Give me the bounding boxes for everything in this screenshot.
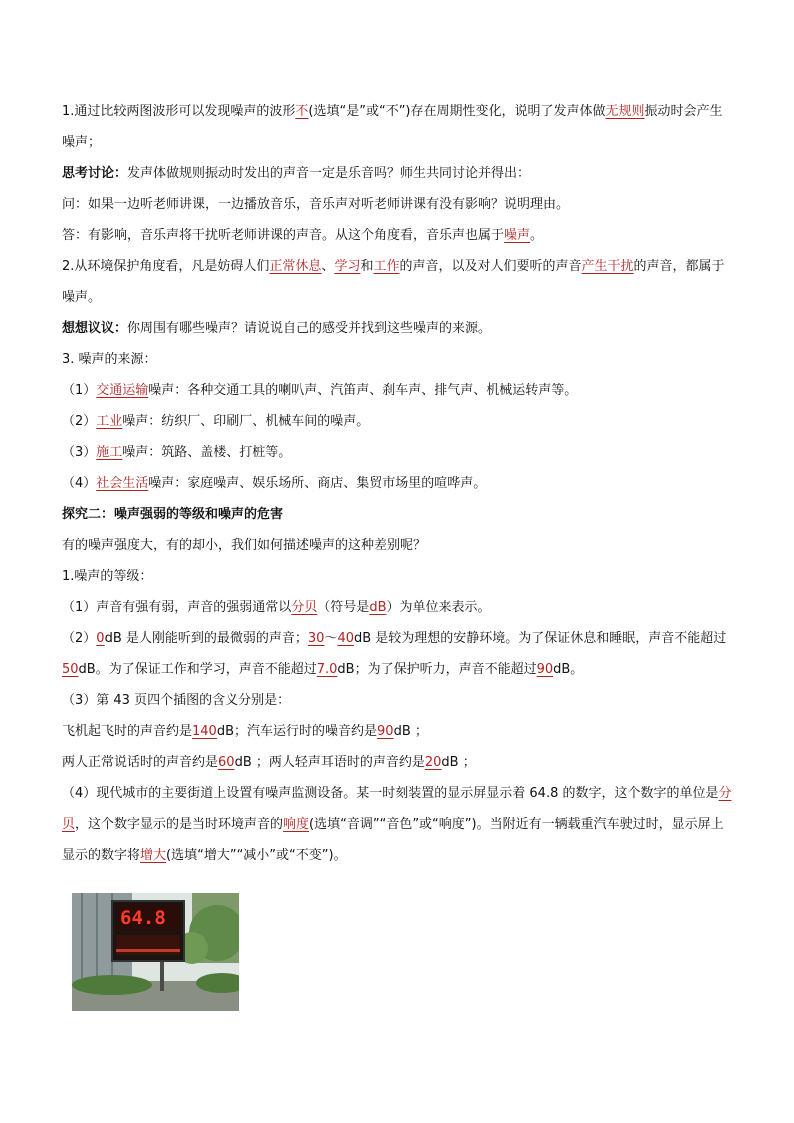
answer-blank: 响度 xyxy=(283,817,310,832)
text: （符号是 xyxy=(317,600,370,615)
text: dB ； xyxy=(441,755,476,770)
level-3-line-1 xyxy=(62,716,732,747)
answer-blank: 20 xyxy=(424,755,442,770)
paragraph-waveform xyxy=(62,96,732,158)
list-item xyxy=(62,406,732,437)
text: 2.从环境保护角度看，凡是妨碍人们 xyxy=(62,259,270,274)
text: dB；为了保护听力，声音不能超过 xyxy=(337,662,537,677)
answer-blank: 7.0 xyxy=(316,662,338,677)
text: 噪声：各种交通工具的喇叭声、汽笛声、刹车声、排气声、机械运转声等。 xyxy=(148,383,578,398)
discuss-label: 想想议议： xyxy=(62,321,128,336)
level-3-line-2 xyxy=(62,747,732,778)
list-item xyxy=(62,437,732,468)
text: dB；汽车运行时的噪音约是 xyxy=(216,724,378,739)
text: 答：有影响，音乐声将干扰听老师讲课的声音。从这个角度看，音乐声也属于 xyxy=(62,228,505,243)
answer-blank: 不 xyxy=(295,104,309,119)
text: 。 xyxy=(530,228,544,243)
text: 的声音，以及对人们要听的声音 xyxy=(399,259,582,274)
noise-monitor-photo xyxy=(72,893,239,1011)
noise-monitor-illustration xyxy=(72,893,239,1011)
text: ）为单位来表示。 xyxy=(386,600,491,615)
answer-blank: 40 xyxy=(337,631,354,646)
text: dB ；两人轻声耳语时的声音约是 xyxy=(234,755,425,770)
answer-blank: 产生干扰 xyxy=(581,259,634,274)
section-heading: 探究二：噪声强弱的等级和噪声的危害 xyxy=(62,507,284,522)
question: 问：如果一边听老师讲课，一边播放音乐，音乐声对听老师讲课有没有影响？说明理由。 xyxy=(62,197,570,212)
text: （1）声音有强有弱，声音的强弱通常以 xyxy=(62,600,292,615)
item-number: （2） xyxy=(62,414,97,429)
answer-blank: 30 xyxy=(307,631,325,646)
item-number: （4） xyxy=(62,476,97,491)
answer-blank: 学习 xyxy=(334,259,361,274)
answer-blank: 施工 xyxy=(96,445,123,460)
text: (选填“是”或“不”)存在周期性变化，说明了发声体做 xyxy=(308,104,606,119)
answer-blank: 0 xyxy=(96,631,105,646)
think-text: 发声体做规则振动时发出的声音一定是乐音吗？师生共同讨论并得出： xyxy=(127,166,531,181)
answer-blank: 50 xyxy=(62,662,79,677)
text: dB。 xyxy=(553,662,584,677)
answer-blank: 无规则 xyxy=(605,104,645,119)
answer-blank: 交通运输 xyxy=(96,383,149,398)
text: 的声音，都属于噪声。 xyxy=(62,259,725,305)
answer-blank: 60 xyxy=(218,755,235,770)
level-4 xyxy=(62,778,732,871)
text: （2） xyxy=(62,631,97,646)
text: dB 是人刚能听到的最微弱的声音； xyxy=(104,631,308,646)
think-discuss-2 xyxy=(62,313,732,344)
text: dB。为了保证工作和学习，声音不能超过 xyxy=(78,662,317,677)
text: 1.通过比较两图波形可以发现噪声的波形 xyxy=(62,104,296,119)
answer-blank: 分贝 xyxy=(291,600,318,615)
text: （4）现代城市的主要街道上设置有噪声监测设备。某一时刻装置的显示屏显示着 64.8 的数字，这个数字的单位是 xyxy=(62,786,719,801)
item-number: （1） xyxy=(62,383,97,398)
answer xyxy=(62,220,732,251)
discuss-text: 你周围有哪些噪声？请说说自己的感受并找到这些噪声的来源。 xyxy=(127,321,492,336)
text: 两人正常说话时的声音约是 xyxy=(62,755,219,770)
level-1 xyxy=(62,592,732,623)
text: 和 xyxy=(360,259,374,274)
list-item xyxy=(62,468,732,499)
answer-blank: 噪声 xyxy=(504,228,531,243)
paragraph-noise-definition xyxy=(62,251,732,313)
intro-text: 有的噪声强度大，有的却小，我们如何描述噪声的这种差别呢？ xyxy=(62,538,427,553)
levels-title: 1.噪声的等级： xyxy=(62,569,153,584)
think-discuss xyxy=(62,158,732,189)
answer-blank: dB xyxy=(369,600,387,615)
text: 噪声：家庭噪声、娱乐场所、商店、集贸市场里的喧哗声。 xyxy=(148,476,487,491)
text: ～ xyxy=(324,631,338,646)
text: (选填“音调”“音色”或“响度”)。当附近有一辆载重汽车驶过时，显示屏上显示的数字将 xyxy=(62,817,724,863)
sources-title: 3. 噪声的来源： xyxy=(62,352,157,367)
text: 飞机起飞时的声音约是 xyxy=(62,724,193,739)
text: ，这个数字显示的是当时环境声音的 xyxy=(75,817,284,832)
answer-blank: 90 xyxy=(536,662,554,677)
answer-blank: 工作 xyxy=(373,259,400,274)
text: 噪声：纺织厂、印刷厂、机械车间的噪声。 xyxy=(122,414,370,429)
level-2 xyxy=(62,623,732,685)
item-number: （3） xyxy=(62,445,97,460)
answer-blank: 140 xyxy=(192,724,217,739)
answer-blank: 正常休息 xyxy=(269,259,322,274)
list-item xyxy=(62,375,732,406)
answer-blank: 工业 xyxy=(96,414,123,429)
answer-blank: 社会生活 xyxy=(96,476,149,491)
text: 、 xyxy=(321,259,335,274)
level-3-title: （3）第 43 页四个插图的含义分别是： xyxy=(62,693,291,708)
text: 噪声：筑路、盖楼、打桩等。 xyxy=(122,445,292,460)
answer-blank: 增大 xyxy=(140,848,167,863)
text: dB 是较为理想的安静环境。为了保证休息和睡眠，声音不能超过 xyxy=(353,631,727,646)
answer-blank: 分贝 xyxy=(62,786,732,832)
answer-blank: 90 xyxy=(377,724,394,739)
text: 振动时会产生噪声； xyxy=(62,104,723,150)
document-body xyxy=(62,96,732,871)
think-label: 思考讨论： xyxy=(62,166,128,181)
text: (选填“增大”“减小”或“不变”)。 xyxy=(166,848,347,863)
text: dB ； xyxy=(393,724,428,739)
display-value: 64.8 xyxy=(120,907,166,929)
